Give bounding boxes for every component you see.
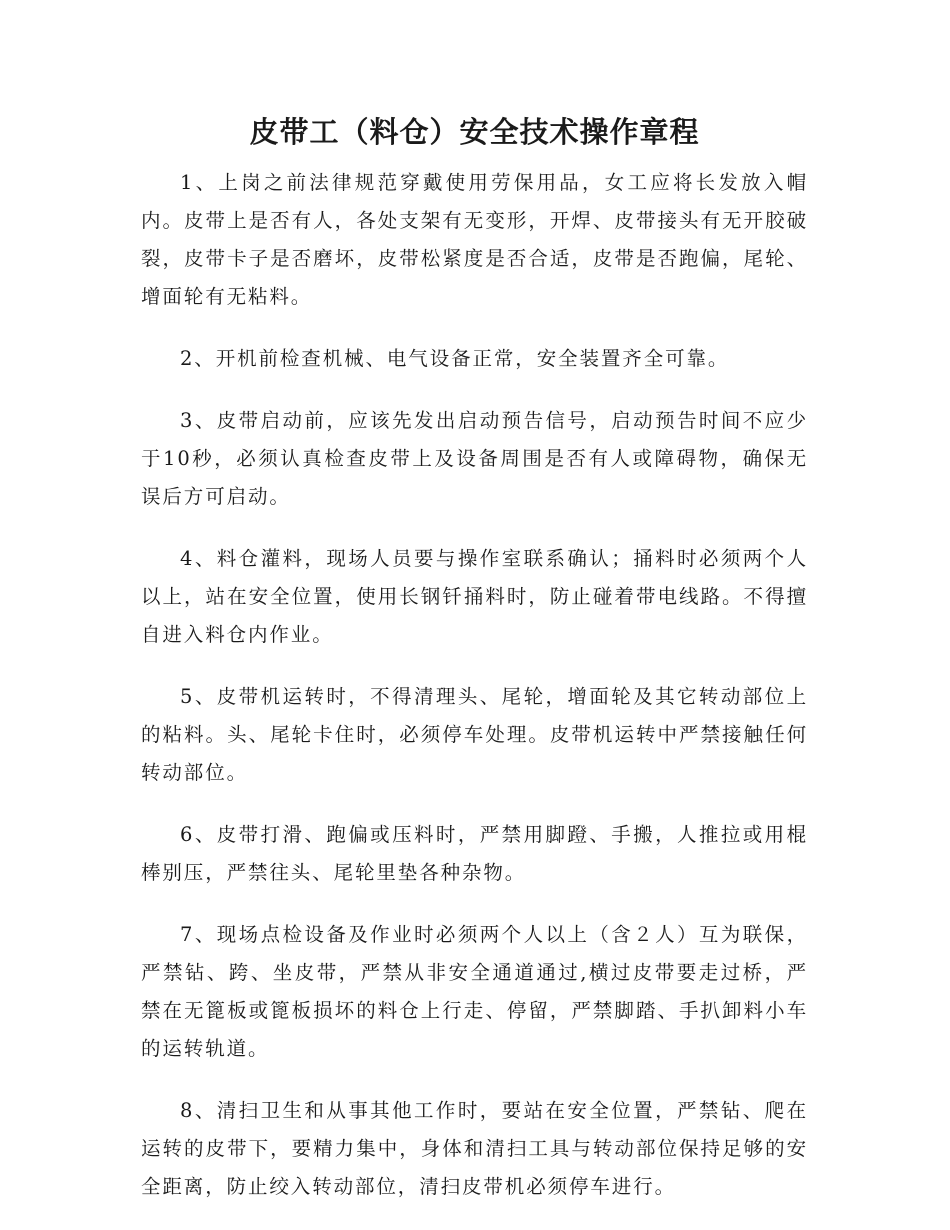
paragraph-6: 6、皮带打滑、跑偏或压料时，严禁用脚蹬、手搬，人推拉或用棍棒别压，严禁往头、尾轮里垫各种杂物。: [141, 823, 808, 884]
paragraph-1: 1、上岗之前法律规范穿戴使用劳保用品，女工应将长发放入帽内。皮带上是否有人，各处支架有无变形，开焊、皮带接头有无开胶破裂，皮带卡子是否磨坏，皮带松紧度是否合适，皮带是否跑偏，尾轮、增面轮有无粘料。: [141, 171, 808, 308]
paragraph-7: 7、现场点检设备及作业时必须两个人以上（含２人）互为联保，严禁钻、跨、坐皮带，严禁从非安全通道通过,横过皮带要走过桥，严禁在无篦板或篦板损坏的料仓上行走、停留，严禁脚踏、手扒卸料小车的运转轨道。: [141, 923, 808, 1060]
paragraph-8: 8、清扫卫生和从事其他工作时，要站在安全位置，严禁钻、爬在运转的皮带下，要精力集中，身体和清扫工具与转动部位保持足够的安全距离，防止绞入转动部位，清扫皮带机必须停车进行。: [141, 1099, 808, 1198]
paragraph-2: 2、开机前检查机械、电气设备正常，安全装置齐全可靠。: [180, 347, 730, 370]
document-title: 皮带工（料仓）安全技术操作章程: [249, 115, 700, 149]
paragraph-4: 4、料仓灌料，现场人员要与操作室联系确认；捅料时必须两个人以上，站在安全位置，使用长钢钎捅料时，防止碰着带电线路。不得擅自进入料仓内作业。: [141, 547, 808, 646]
paragraph-5: 5、皮带机运转时，不得清理头、尾轮，增面轮及其它转动部位上的粘料。头、尾轮卡住时，必须停车处理。皮带机运转中严禁接触任何转动部位。: [141, 685, 808, 784]
paragraph-3: 3、皮带启动前，应该先发出启动预告信号，启动预告时间不应少于10秒，必须认真检查皮带上及设备周围是否有人或障碍物，确保无误后方可启动。: [141, 409, 808, 508]
